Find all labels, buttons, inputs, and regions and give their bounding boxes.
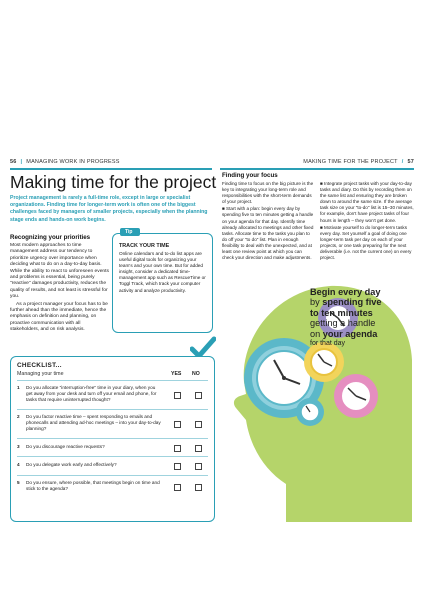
focus-bullet: ■ Start with a plan: begin every day by spending five to ten minutes getting a handle on your agenda for that day. Identify time already allocated to meetings and other fixed tasks. Allocate time to the tasks you plan to do off your "to do" list. Plan in enough flexibility to deal with the unexpected, and at least one review point at which you can check your direction and make adjustments. [222, 206, 314, 261]
checkbox-yes[interactable] [174, 445, 181, 452]
checkbox-yes[interactable] [174, 463, 181, 470]
focus-bullet: ■ Motivate yourself to do longer-term tasks every day. Set yourself a goal of doing one longer-term task per day on each of your projects, or one task preparing for the next deliverable (i.e. not the current one) on every project. [320, 224, 412, 261]
checklist-heading: CHECKLIST... [17, 362, 62, 369]
page-number-left: 56 [10, 159, 17, 165]
tip-box [112, 229, 213, 333]
priorities-heading: Recognizing your priorities [10, 234, 91, 241]
checklist-item-number: 2 [17, 414, 20, 419]
priorities-paragraph-1: Most modern approaches to time management address our tendency to prioritize urgency over importance when deciding what to do on a day-to-day basis. While the ability to react to unforeseen events and problems is essential, being purely "reactive" damages productivity, reduces the quality of results, and not least is stressful for you. [10, 243, 109, 300]
checkbox-yes[interactable] [174, 421, 181, 428]
priorities-body [10, 243, 110, 334]
priorities-section [10, 234, 110, 335]
checkbox-no[interactable] [195, 484, 202, 491]
header-rule-right [220, 168, 414, 170]
checkbox-no[interactable] [195, 463, 202, 470]
divider [17, 456, 208, 457]
checkbox-yes[interactable] [174, 392, 181, 399]
header-rule-left [10, 168, 212, 170]
checklist-item-5 [17, 480, 207, 494]
quote-line: your agenda [322, 328, 378, 339]
checkbox-no[interactable] [195, 392, 202, 399]
page-number-right: 57 [407, 159, 414, 165]
separator-icon: / [401, 159, 404, 165]
intro-paragraph: Project management is rarely a full-time role, except in large or specialist organizations. Finding time for longer-term work is often one of the biggest challenges faced by managers of smaller projects, especially when the planning stage ends and hands-on work begins. [10, 195, 208, 223]
focus-heading: Finding your focus [222, 172, 278, 179]
checklist-item-number: 1 [17, 385, 20, 390]
tip-label: Tip [120, 228, 140, 236]
quote-line: Begin every day [310, 287, 381, 297]
quote-line: to ten minutes [310, 307, 373, 318]
checklist-item-text: Do you factor reactive time – spent responding to emails and phonecalls and attending ad-hoc meetings – into your day-to-day planning? [26, 414, 161, 432]
priorities-paragraph-2: As a project manager your focus has to be further ahead than the immediate, hence the emphasis on definition and planning, on proactive communication with all stakeholders, and on risk analysis. [10, 301, 108, 333]
focus-paragraph: Finding time to focus on the big picture is the key to integrating your long-term role and responsibilities with the short-term demands of your project. [222, 181, 314, 205]
divider [17, 409, 208, 410]
focus-column-1 [222, 181, 315, 262]
checklist-subheading: Managing your time [17, 371, 64, 377]
page-header-right [303, 156, 414, 168]
focus-column-2 [320, 181, 414, 262]
quote-line: for that day [310, 340, 346, 348]
divider [17, 438, 208, 439]
divider [17, 475, 208, 476]
checklist-yes-header: YES [171, 371, 182, 377]
focus-bullet: ■ Integrate project tasks with your day-to-day tasks and diary. Do this by recording them on the same list and ensuring they are broken down to around the same size. If the average task size on your "to-do" list is 15–30 minutes, for example, don't have project tasks of four hours in length – they won't get done. [320, 181, 414, 223]
checklist-item-number: 5 [17, 480, 20, 485]
checklist-item-text: Do you discourage reactive requests? [26, 444, 105, 449]
separator-icon: | [20, 159, 23, 165]
checklist-item-3 [17, 444, 207, 452]
quote-line: spending five [322, 297, 382, 308]
checklist-item-2 [17, 414, 207, 434]
checklist-no-header: NO [192, 371, 200, 377]
checklist-item-number: 4 [17, 462, 20, 467]
running-head-left: MANAGING WORK IN PROGRESS [26, 159, 120, 165]
divider [17, 380, 208, 381]
gear-icon [296, 398, 324, 426]
checklist-item-text: Do you allocate "interruption-free" time in your diary, when you get away from your desk and turn off your email and phone, for tasks that require uninterrupted thought? [26, 385, 157, 403]
checklist-item-text: Do you delegate work early and effectively? [26, 462, 117, 467]
checkbox-yes[interactable] [174, 484, 181, 491]
checklist-item-number: 3 [17, 444, 20, 449]
checklist-item-1 [17, 385, 207, 405]
page-title: Making time for the project [10, 172, 217, 192]
page-header-left [10, 156, 120, 168]
quote-line: getting a handle [310, 318, 376, 329]
gear-icon [334, 374, 378, 418]
checklist-box [10, 356, 215, 522]
quote-line: by [310, 297, 323, 308]
pull-quote [310, 287, 410, 348]
running-head-right: MAKING TIME FOR THE PROJECT [303, 159, 398, 165]
checkbox-no[interactable] [195, 445, 202, 452]
checklist-item-4 [17, 462, 207, 470]
checkbox-no[interactable] [195, 421, 202, 428]
checklist-item-text: Do you ensure, where possible, that meetings begin on time and stick to the agenda? [26, 480, 160, 492]
quote-line: on [310, 328, 323, 339]
tip-text: Online calendars and to-do list apps are useful digital tools for organizing your team's and your own time. But for added insight, consider a dedicated time-management app such as RescueTime or Toggl Track, which track your computer activity and analyze productivity. [119, 251, 206, 293]
tip-title: TRACK YOUR TIME [119, 243, 170, 249]
